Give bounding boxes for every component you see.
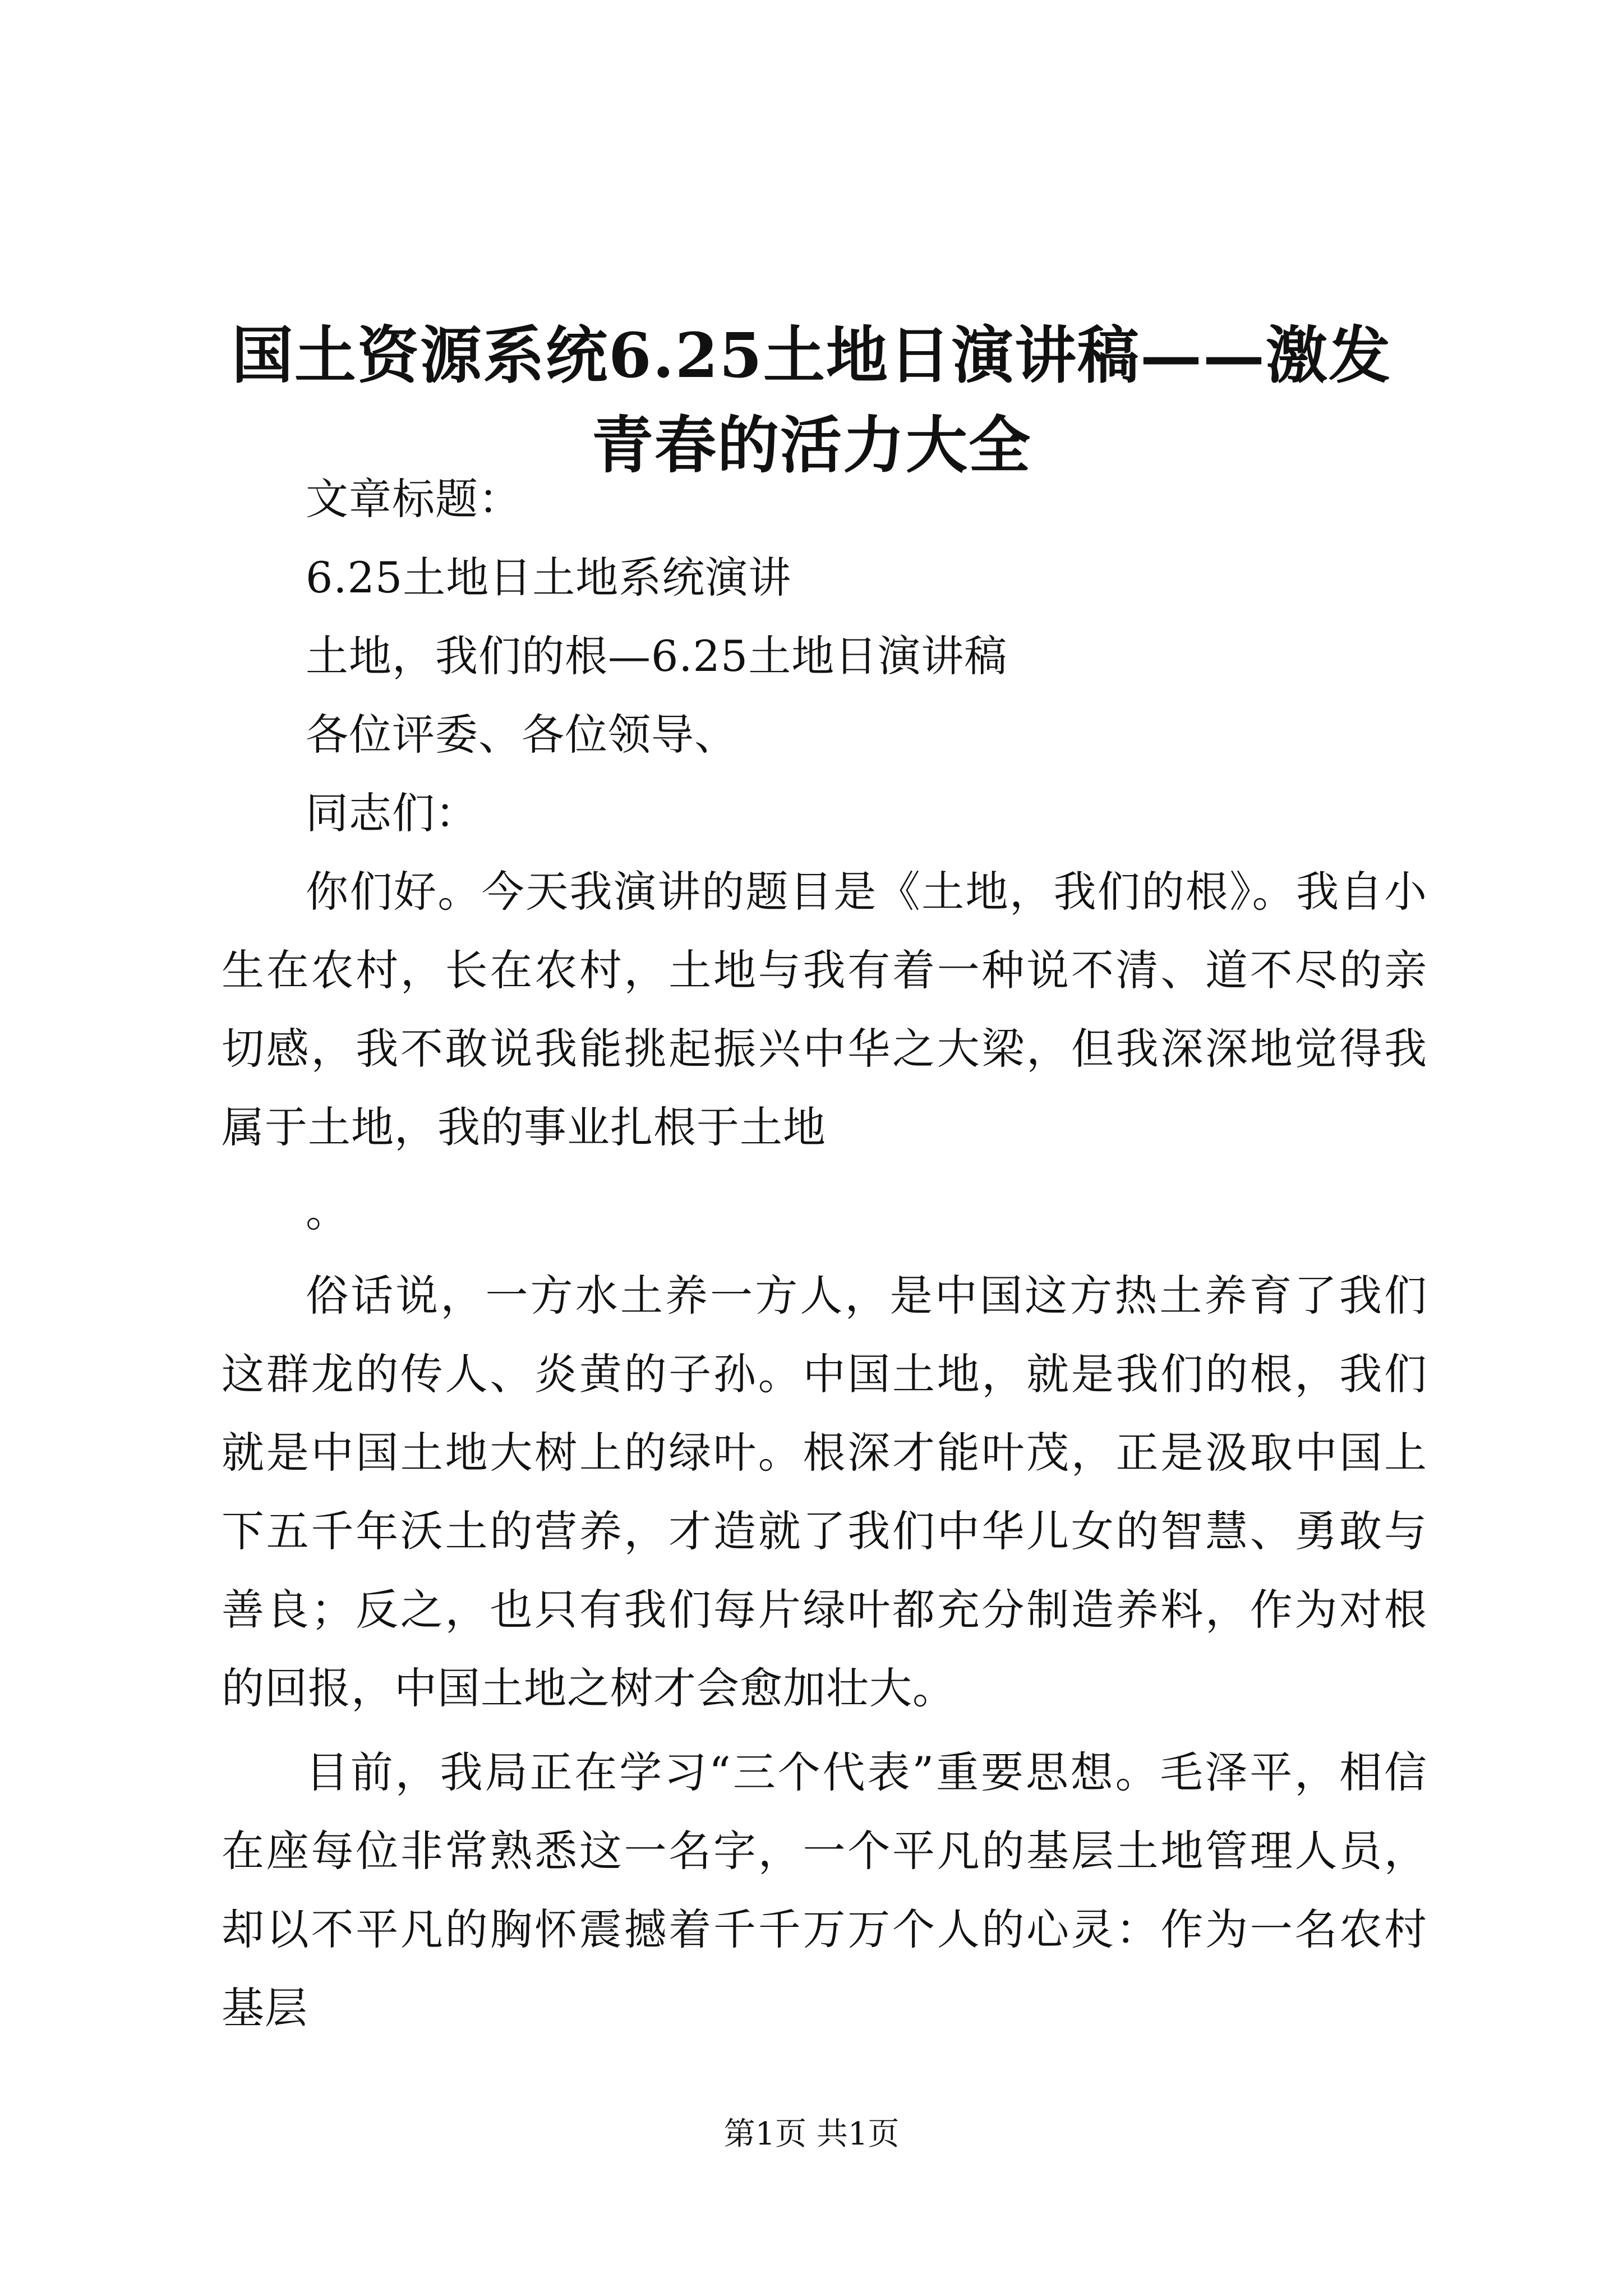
speech-subtitle: 6.25土地日土地系统演讲 xyxy=(306,553,792,602)
paragraph-1: 你们好。今天我演讲的题目是《土地，我们的根》。我自小生在农村，长在农村，土地与我有着一种说不清、道不尽的亲切感，我不敢说我能挑起振兴中华之大梁，但我深深地觉得我属于土地，我的事业扎根于土地 xyxy=(222,867,1427,1152)
paragraph-3: 俗话说，一方水土养一方人，是中国这方热土养育了我们这群龙的传人、炎黄的子孙。中国土地，就是我们的根，我们就是中国土地大树上的绿叶。根深才能叶茂，正是汲取中国上下五千年沃土的营养，才造就了我们中华儿女的智慧、勇敢与善良；反之，也只有我们每片绿叶都充分制造养料，作为对根的回报，中国土地之树才会愈加壮大。 xyxy=(222,1271,1427,1713)
article-title-label: 文章标题： xyxy=(306,474,522,524)
salutation-line-2: 同志们： xyxy=(306,788,478,838)
page-footer: 第1页 共1页 xyxy=(723,2116,900,2152)
salutation-line-1: 各位评委、各位领导、 xyxy=(306,710,737,760)
paragraph-2: 。 xyxy=(306,1186,349,1236)
paragraph-4: 目前，我局正在学习“三个代表”重要思想。毛泽平，相信在座每位非常熟悉这一名字，一个平凡的基层土地管理人员，却以不平凡的胸怀震撼着千千万万个人的心灵：作为一名农村基层 xyxy=(222,1747,1427,2033)
document-body xyxy=(222,460,1427,2047)
document-title: 国土资源系统6.25土地日演讲稿——激发青春的活力大全 xyxy=(232,319,1391,481)
speech-heading: 土地，我们的根—6.25土地日演讲稿 xyxy=(306,631,1008,681)
